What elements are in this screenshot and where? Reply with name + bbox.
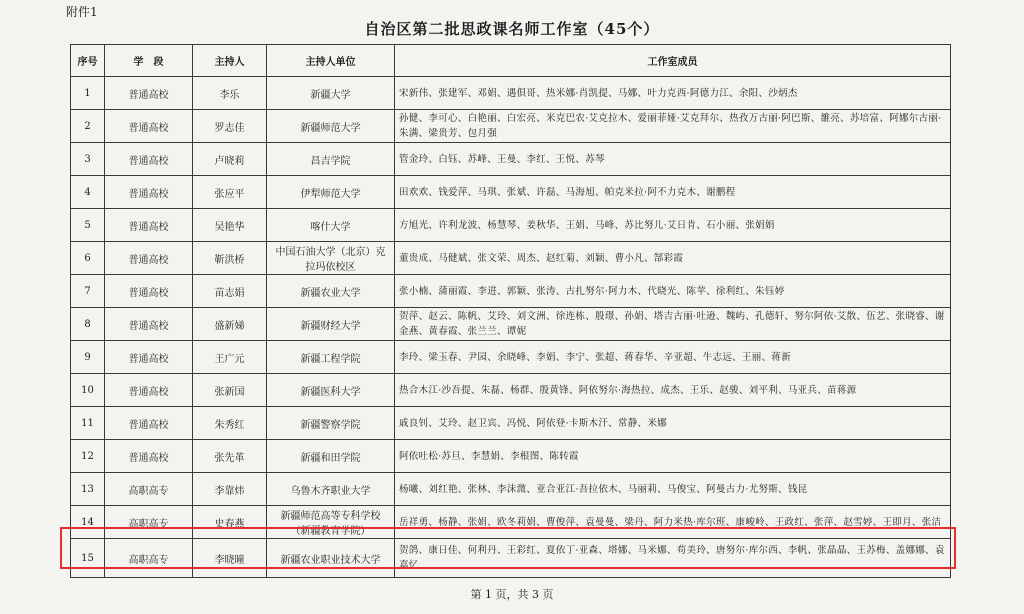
- table-row: [71, 341, 951, 374]
- cell-unit: 新疆大学: [267, 77, 395, 110]
- table-row: [71, 209, 951, 242]
- table-row: [71, 110, 951, 143]
- table-row: [71, 374, 951, 407]
- cell-unit: 伊犁师范大学: [267, 176, 395, 209]
- cell-members: 阿依吐松·苏旦、李慧娟、李根图、陈转霞: [395, 440, 951, 473]
- cell-stage: 普通高校: [105, 341, 193, 374]
- cell-index: 5: [71, 209, 105, 242]
- cell-unit: 新疆农业职业技术大学: [267, 539, 395, 578]
- table-row: [71, 242, 951, 275]
- cell-unit: 新疆医科大学: [267, 374, 395, 407]
- cell-host: 盛新娣: [193, 308, 267, 341]
- cell-index: 13: [71, 473, 105, 506]
- cell-unit: 中国石油大学（北京）克拉玛依校区: [267, 242, 395, 275]
- table-row: [71, 275, 951, 308]
- cell-unit: 新疆工程学院: [267, 341, 395, 374]
- cell-index: 10: [71, 374, 105, 407]
- cell-unit: 乌鲁木齐职业大学: [267, 473, 395, 506]
- cell-host: 李乐: [193, 77, 267, 110]
- cell-members: 孙健、李可心、白艳丽、白宏亮、米克巴农·艾克拉木、爱丽菲娅·艾克拜尔、热孜万古丽·阿巴斯、雒亮、苏培富、阿娜尔古丽·朱满、梁贵芳、包月强: [395, 110, 951, 143]
- table-header-row: [71, 45, 951, 77]
- cell-host: 王广元: [193, 341, 267, 374]
- col-header-index: 序号: [71, 45, 105, 77]
- cell-host: 苗志娟: [193, 275, 267, 308]
- cell-host: 张新国: [193, 374, 267, 407]
- cell-index: 4: [71, 176, 105, 209]
- cell-host: 罗志佳: [193, 110, 267, 143]
- cell-index: 7: [71, 275, 105, 308]
- cell-members: 张小楠、蒲丽霞、李进、郭颖、张涛、古扎努尔·阿力木、代晓光、陈苹、徐利红、朱钰婷: [395, 275, 951, 308]
- cell-unit: 昌吉学院: [267, 143, 395, 176]
- col-header-members: 工作室成员: [395, 45, 951, 77]
- table-row: [71, 539, 951, 578]
- cell-unit: 新疆财经大学: [267, 308, 395, 341]
- cell-stage: 普通高校: [105, 209, 193, 242]
- cell-unit: 新疆农业大学: [267, 275, 395, 308]
- cell-host: 李晓曈: [193, 539, 267, 578]
- cell-index: 15: [71, 539, 105, 578]
- cell-stage: 普通高校: [105, 308, 193, 341]
- cell-index: 1: [71, 77, 105, 110]
- cell-stage: 普通高校: [105, 440, 193, 473]
- studio-table: [70, 44, 951, 578]
- cell-index: 3: [71, 143, 105, 176]
- cell-host: 张应平: [193, 176, 267, 209]
- cell-index: 8: [71, 308, 105, 341]
- cell-unit: 新疆师范高等专科学校（新疆教育学院）: [267, 506, 395, 539]
- cell-host: 朱秀红: [193, 407, 267, 440]
- table-body: [71, 77, 951, 578]
- cell-index: 11: [71, 407, 105, 440]
- cell-members: 董贵成、马健斌、张文荣、周杰、赵红菊、刘颖、曹小凡、郜彩霞: [395, 242, 951, 275]
- cell-host: 史春燕: [193, 506, 267, 539]
- cell-stage: 普通高校: [105, 374, 193, 407]
- cell-members: 杨曦、刘红艳、张林、李沫溦、亚合亚江·吾拉依木、马丽莉、马俊宝、阿曼古力·尤努斯、钱昆: [395, 473, 951, 506]
- cell-members: 热合木江·沙吾提、朱磊、杨群、殷黄锋、阿依努尔·海热拉、成杰、王乐、赵骏、刘平利、马亚兵、苗蒋源: [395, 374, 951, 407]
- table-row: [71, 440, 951, 473]
- table-row: [71, 176, 951, 209]
- table-row: [71, 506, 951, 539]
- cell-index: 14: [71, 506, 105, 539]
- page-number: 第 1 页，共 3 页: [470, 588, 554, 601]
- cell-stage: 高职高专: [105, 539, 193, 578]
- col-header-stage: 学 段: [105, 45, 193, 77]
- cell-index: 12: [71, 440, 105, 473]
- cell-members: 方旭光、许利龙波、杨慧琴、姜秋华、王娟、马峰、苏比努儿·艾日肯、石小丽、张娟娟: [395, 209, 951, 242]
- cell-stage: 高职高专: [105, 473, 193, 506]
- cell-stage: 普通高校: [105, 110, 193, 143]
- col-header-unit: 主持人单位: [267, 45, 395, 77]
- cell-host: 吴艳华: [193, 209, 267, 242]
- cell-host: 李靠炜: [193, 473, 267, 506]
- table-row: [71, 143, 951, 176]
- table-row: [71, 473, 951, 506]
- cell-stage: 普通高校: [105, 407, 193, 440]
- table-row: [71, 77, 951, 110]
- cell-members: 宋新伟、张建军、邓娟、遇俱哥、热米娜·肖凯提、马娜、叶力克西·阿德力江、余阳、沙炳杰: [395, 77, 951, 110]
- cell-unit: 新疆和田学院: [267, 440, 395, 473]
- cell-stage: 普通高校: [105, 143, 193, 176]
- cell-members: 田欢欢、钱爱萍、马琪、张斌、许磊、马海旭、帕克米拉·阿不力克木、谢鹏程: [395, 176, 951, 209]
- col-header-host: 主持人: [193, 45, 267, 77]
- table-row: [71, 308, 951, 341]
- table-row: [71, 407, 951, 440]
- cell-unit: 新疆师范大学: [267, 110, 395, 143]
- document-title: 自治区第二批思政课名师工作室（45个）: [364, 20, 660, 38]
- cell-stage: 高职高专: [105, 506, 193, 539]
- cell-stage: 普通高校: [105, 275, 193, 308]
- cell-unit: 喀什大学: [267, 209, 395, 242]
- cell-host: 张先革: [193, 440, 267, 473]
- cell-members: 贺鸽、康日佳、何利丹、王彩红、夏依丁·亚森、塔娜、马米娜、苟美玲、唐努尔·库尔西、李帆、张晶晶、王苏梅、盖娜娜、袁嘉忆: [395, 539, 951, 578]
- cell-members: 李玲、梁玉春、尹园、余晓峰、李娟、李宁、张超、蒋春华、辛亚超、牛志远、王丽、蒋新: [395, 341, 951, 374]
- cell-index: 2: [71, 110, 105, 143]
- cell-index: 9: [71, 341, 105, 374]
- cell-members: 贺萍、赵云、陈帆、艾玲、刘文洲、徐连栋、殷璟、孙娟、塔吉古丽·吐逊、魏屿、孔德轩、努尔阿依·艾散、伍艺、张晓睿、谢金燕、黄春霞、张兰兰、谭妮: [395, 308, 951, 341]
- cell-stage: 普通高校: [105, 77, 193, 110]
- cell-host: 卢晓莉: [193, 143, 267, 176]
- cell-unit: 新疆警察学院: [267, 407, 395, 440]
- cell-members: 岳祥勇、杨静、张娟、欧冬莉娟、曹俊萍、袁曼曼、梁丹、阿力米热·库尔班、康峻岭、王政红、张萍、赵雪婷、王即月、张洁: [395, 506, 951, 539]
- cell-stage: 普通高校: [105, 176, 193, 209]
- cell-stage: 普通高校: [105, 242, 193, 275]
- attachment-label: 附件1: [66, 5, 98, 19]
- cell-host: 靳洪桥: [193, 242, 267, 275]
- cell-index: 6: [71, 242, 105, 275]
- cell-members: 管金玲、白钰、苏峰、王曼、李红、王悦、苏琴: [395, 143, 951, 176]
- cell-members: 戚良钊、艾玲、赵卫宾、冯悦、阿依登·卡斯木汗、常静、米娜: [395, 407, 951, 440]
